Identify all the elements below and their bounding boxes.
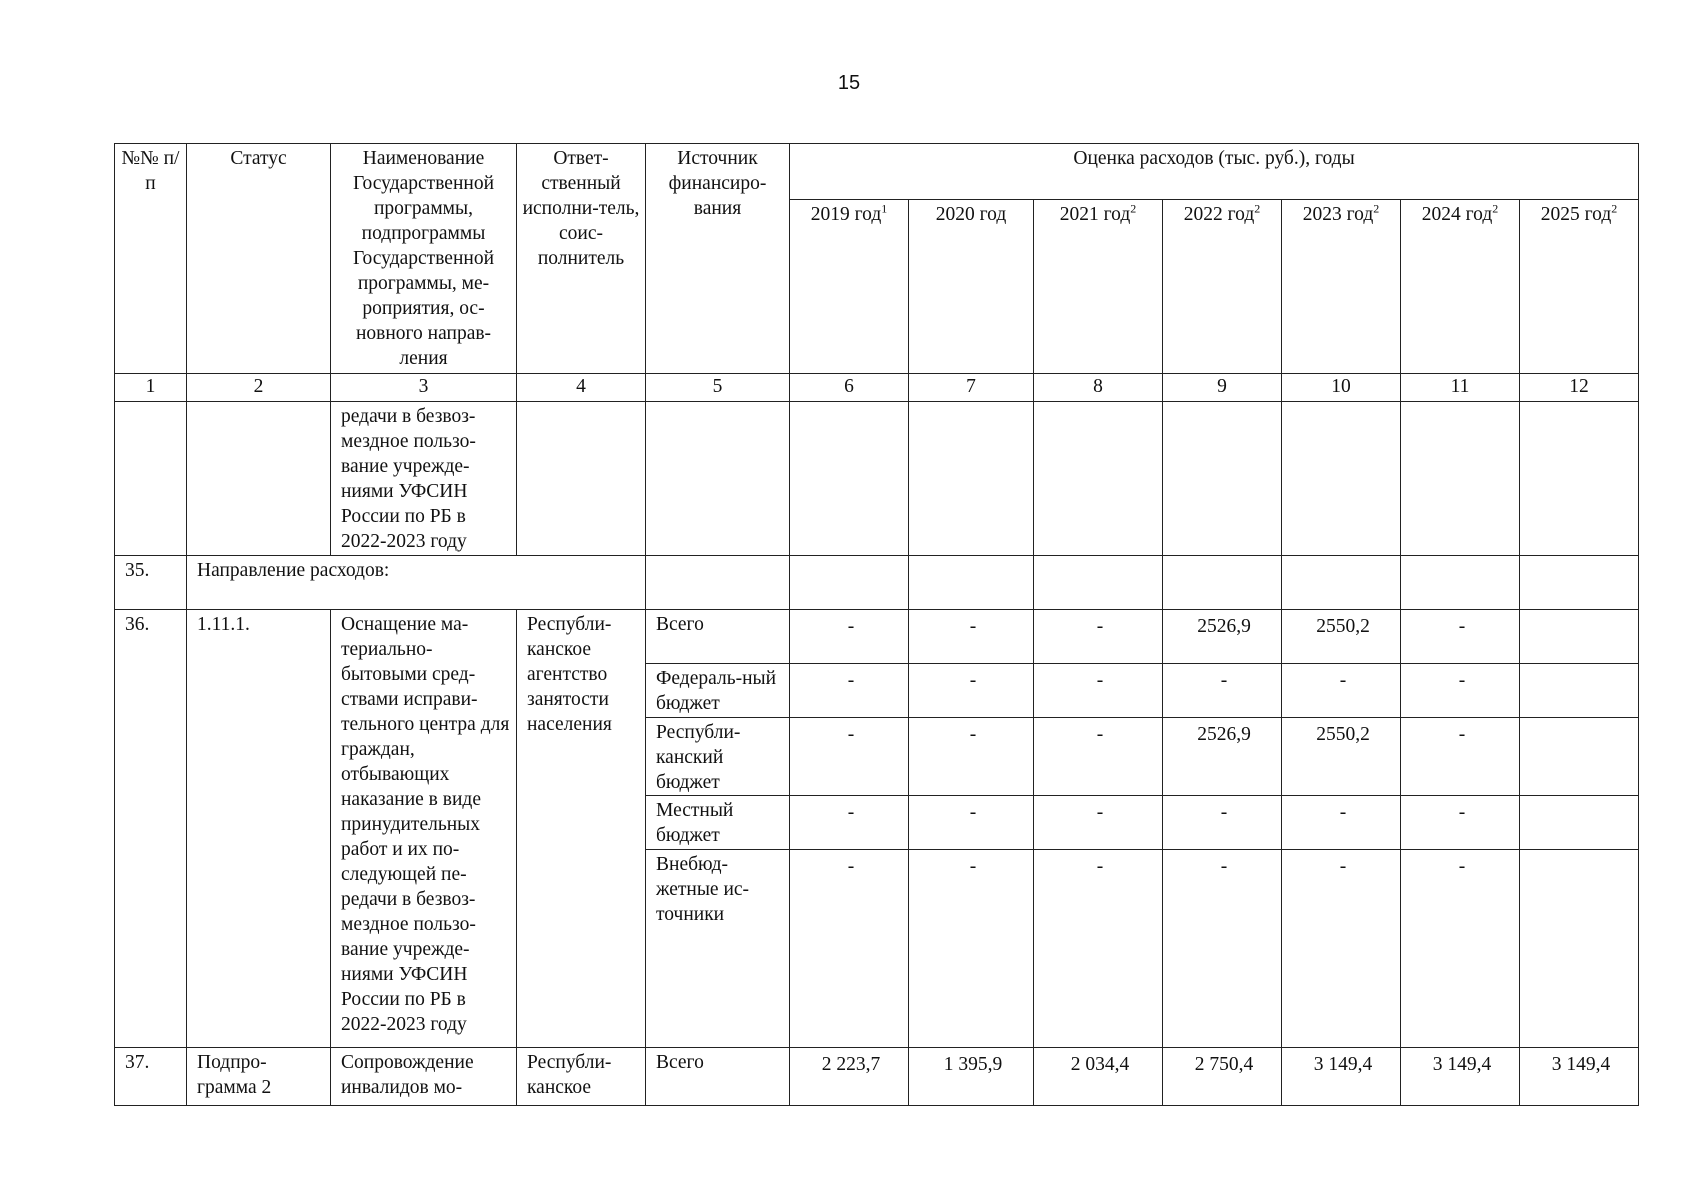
table-row-35 <box>115 556 1639 610</box>
value-cell: - <box>1034 850 1163 1048</box>
row-35-num: 35. <box>115 556 187 610</box>
col-number: 8 <box>1034 374 1163 402</box>
value-cell: - <box>1034 664 1163 718</box>
value-cell <box>1520 610 1639 664</box>
value-cell: 3 149,4 <box>1401 1048 1520 1106</box>
header-name: Наименование Государственной программы, подпрограммы Государственной программы, ме-роприятия, ос-новного направ-ления <box>331 144 517 374</box>
value-cell: - <box>1163 664 1282 718</box>
value-cell: 2 223,7 <box>790 1048 909 1106</box>
value-cell: 2526,9 <box>1163 610 1282 664</box>
header-year-2024: 2024 год$^2$ <box>1401 200 1520 374</box>
table-row-36-total <box>115 610 1639 664</box>
value-cell: - <box>1401 610 1520 664</box>
page-number: 15 <box>837 72 861 94</box>
value-cell: - <box>790 664 909 718</box>
value-cell: - <box>1282 796 1401 850</box>
col-number: 10 <box>1282 374 1401 402</box>
row-37-name: Сопровождение инвалидов мо- <box>331 1048 517 1106</box>
value-cell: - <box>909 718 1034 796</box>
value-cell <box>1520 718 1639 796</box>
value-cell: - <box>1401 850 1520 1048</box>
row-36-responsible: Республи-канское агентство занятости населения <box>517 610 646 1048</box>
value-cell: - <box>1034 610 1163 664</box>
value-cell <box>1520 664 1639 718</box>
col-number: 1 <box>115 374 187 402</box>
col-number: 2 <box>187 374 331 402</box>
row-36-source: Республи-канский бюджет <box>646 718 790 796</box>
value-cell: - <box>1163 850 1282 1048</box>
value-cell: - <box>1401 718 1520 796</box>
header-year-2020: 2020 год <box>909 200 1034 374</box>
row-36-source: Всего <box>646 610 790 664</box>
value-cell: - <box>1401 796 1520 850</box>
col-number: 5 <box>646 374 790 402</box>
row-36-name: Оснащение ма-териально-бытовыми сред-ствами исправи-тельного центра для граждан, отбывающих наказание в виде принудительных работ и их по-следующей пе-редачи в безвоз-мездное пользо-вание учрежде-ниями УФСИН России по РБ в 2022-2023 году <box>331 610 517 1048</box>
row-37-source: Всего <box>646 1048 790 1106</box>
value-cell: 1 395,9 <box>909 1048 1034 1106</box>
table-row-continuation <box>115 402 1639 556</box>
value-cell: 3 149,4 <box>1520 1048 1639 1106</box>
row-37-status: Подпро-грамма 2 <box>187 1048 331 1106</box>
header-source: Источник финансиро-вания <box>646 144 790 374</box>
value-cell: 3 149,4 <box>1282 1048 1401 1106</box>
header-year-2021: 2021 год$^2$ <box>1034 200 1163 374</box>
row-37-num: 37. <box>115 1048 187 1106</box>
col-number: 7 <box>909 374 1034 402</box>
value-cell: - <box>790 850 909 1048</box>
value-cell: - <box>909 664 1034 718</box>
budget-table <box>114 143 1639 1106</box>
value-cell: 2 750,4 <box>1163 1048 1282 1106</box>
value-cell: - <box>1401 664 1520 718</box>
row-37-responsible: Республи-канское <box>517 1048 646 1106</box>
row-36-source: Внебюд-жетные ис-точники <box>646 850 790 1048</box>
header-row <box>115 144 1639 200</box>
value-cell: 2526,9 <box>1163 718 1282 796</box>
header-year-2019: 2019 год$^1$ <box>790 200 909 374</box>
value-cell: 2550,2 <box>1282 610 1401 664</box>
column-numbers-row <box>115 374 1639 402</box>
header-status: Статус <box>187 144 331 374</box>
col-number: 11 <box>1401 374 1520 402</box>
value-cell: - <box>1282 664 1401 718</box>
col-number: 4 <box>517 374 646 402</box>
value-cell: - <box>790 796 909 850</box>
row-35-text: Направление расходов: <box>197 560 390 581</box>
row-36-status: 1.11.1. <box>187 610 331 1048</box>
header-num: №№ п/п <box>115 144 187 374</box>
value-cell: - <box>790 718 909 796</box>
col-number: 9 <box>1163 374 1282 402</box>
value-cell <box>1520 796 1639 850</box>
row-cont-name: редачи в безвоз-мездное пользо-вание учрежде-ниями УФСИН России по РБ в 2022-2023 году <box>331 402 517 556</box>
header-responsible: Ответ-ственный исполни-тель, соис-полнитель <box>517 144 646 374</box>
table-row-37 <box>115 1048 1639 1106</box>
value-cell: - <box>909 796 1034 850</box>
col-number: 12 <box>1520 374 1639 402</box>
header-year-2023: 2023 год$^2$ <box>1282 200 1401 374</box>
value-cell: 2 034,4 <box>1034 1048 1163 1106</box>
row-36-source: Местный бюджет <box>646 796 790 850</box>
header-estimate: Оценка расходов (тыс. руб.), годы <box>790 144 1639 200</box>
value-cell: - <box>1163 796 1282 850</box>
value-cell <box>1520 850 1639 1048</box>
value-cell: - <box>1034 796 1163 850</box>
col-number: 3 <box>331 374 517 402</box>
value-cell: 2550,2 <box>1282 718 1401 796</box>
col-number: 6 <box>790 374 909 402</box>
header-year-2022: 2022 год$^2$ <box>1163 200 1282 374</box>
value-cell: - <box>1282 850 1401 1048</box>
value-cell: - <box>790 610 909 664</box>
value-cell: - <box>909 850 1034 1048</box>
row-36-source: Федераль-ный бюджет <box>646 664 790 718</box>
row-36-num: 36. <box>115 610 187 1048</box>
header-year-2025: 2025 год$^2$ <box>1520 200 1639 374</box>
value-cell: - <box>1034 718 1163 796</box>
value-cell: - <box>909 610 1034 664</box>
